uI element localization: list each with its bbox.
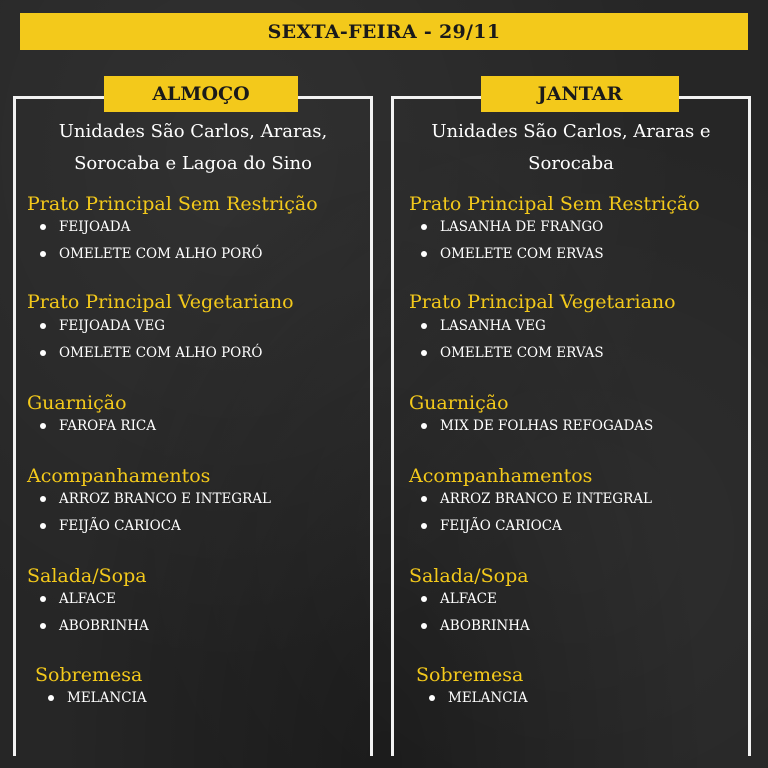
bullet-icon bbox=[40, 623, 46, 629]
lunch-menu-item: FAROFA RICA bbox=[40, 418, 156, 434]
bullet-icon bbox=[40, 496, 46, 502]
bullet-icon bbox=[40, 350, 46, 356]
bullet-icon bbox=[48, 695, 54, 701]
lunch-menu-item: ABOBRINHA bbox=[40, 618, 149, 634]
lunch-section-heading: Prato Principal Sem Restrição bbox=[27, 193, 318, 215]
lunch-units bbox=[13, 116, 373, 180]
bullet-icon bbox=[421, 496, 427, 502]
bullet-icon bbox=[421, 224, 427, 230]
lunch-menu-item: ARROZ BRANCO E INTEGRAL bbox=[40, 491, 271, 507]
bullet-icon bbox=[40, 523, 46, 529]
dinner-menu-item: OMELETE COM ERVAS bbox=[421, 246, 604, 262]
lunch-section-heading: Salada/Sopa bbox=[27, 565, 147, 587]
dinner-menu-item: LASANHA DE FRANGO bbox=[421, 219, 603, 235]
bullet-icon bbox=[40, 423, 46, 429]
bullet-icon bbox=[421, 623, 427, 629]
lunch-section-heading: Prato Principal Vegetariano bbox=[27, 291, 294, 313]
dinner-units bbox=[391, 116, 751, 180]
lunch-section-heading: Guarnição bbox=[27, 392, 127, 414]
page-title: SEXTA-FEIRA - 29/11 bbox=[20, 13, 748, 50]
dinner-menu-item: ALFACE bbox=[421, 591, 497, 607]
dinner-menu-item: FEIJÃO CARIOCA bbox=[421, 518, 562, 534]
bullet-icon bbox=[40, 251, 46, 257]
lunch-menu-item: OMELETE COM ALHO PORÓ bbox=[40, 246, 262, 262]
dinner-section-heading: Guarnição bbox=[409, 392, 509, 414]
lunch-label: ALMOÇO bbox=[104, 76, 298, 112]
bullet-icon bbox=[421, 596, 427, 602]
bullet-icon bbox=[421, 523, 427, 529]
dinner-units-line1: Unidades São Carlos, Araras e bbox=[431, 121, 711, 142]
dinner-label: JANTAR bbox=[481, 76, 679, 112]
lunch-menu-item: FEIJOADA bbox=[40, 219, 130, 235]
bullet-icon bbox=[429, 695, 435, 701]
dinner-section-heading: Prato Principal Vegetariano bbox=[409, 291, 676, 313]
bullet-icon bbox=[40, 224, 46, 230]
dinner-menu-item: LASANHA VEG bbox=[421, 318, 546, 334]
bullet-icon bbox=[40, 323, 46, 329]
bullet-icon bbox=[40, 596, 46, 602]
lunch-menu-item: ALFACE bbox=[40, 591, 116, 607]
lunch-menu-item: MELANCIA bbox=[48, 690, 147, 706]
dinner-menu-item: MIX DE FOLHAS REFOGADAS bbox=[421, 418, 653, 434]
lunch-menu-item: FEIJOADA VEG bbox=[40, 318, 165, 334]
bullet-icon bbox=[421, 251, 427, 257]
dinner-section-heading: Sobremesa bbox=[416, 664, 524, 686]
bullet-icon bbox=[421, 350, 427, 356]
dinner-menu-item: MELANCIA bbox=[429, 690, 528, 706]
dinner-section-heading: Salada/Sopa bbox=[409, 565, 529, 587]
lunch-menu-item: FEIJÃO CARIOCA bbox=[40, 518, 181, 534]
lunch-menu-item: OMELETE COM ALHO PORÓ bbox=[40, 345, 262, 361]
dinner-menu-item: ABOBRINHA bbox=[421, 618, 530, 634]
dinner-menu-item: ARROZ BRANCO E INTEGRAL bbox=[421, 491, 652, 507]
dinner-menu-item: OMELETE COM ERVAS bbox=[421, 345, 604, 361]
lunch-section-heading: Acompanhamentos bbox=[27, 465, 211, 487]
bullet-icon bbox=[421, 423, 427, 429]
dinner-section-heading: Prato Principal Sem Restrição bbox=[409, 193, 700, 215]
lunch-section-heading: Sobremesa bbox=[35, 664, 143, 686]
dinner-section-heading: Acompanhamentos bbox=[409, 465, 593, 487]
dinner-units-line2: Sorocaba bbox=[528, 153, 614, 174]
lunch-units-line1: Unidades São Carlos, Araras, bbox=[58, 121, 328, 142]
lunch-units-line2: Sorocaba e Lagoa do Sino bbox=[74, 153, 312, 174]
bullet-icon bbox=[421, 323, 427, 329]
